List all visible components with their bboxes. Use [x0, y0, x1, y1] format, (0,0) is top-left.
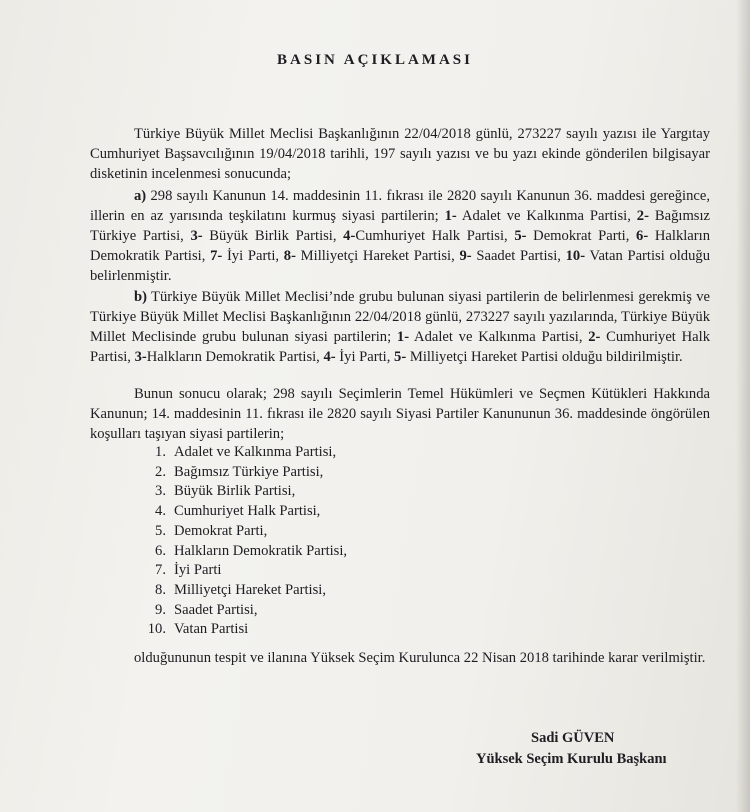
- section-b-item-name: Adalet ve Kalkınma Partisi,: [409, 329, 589, 345]
- section-a-item-num: 10-: [565, 248, 586, 264]
- conclusion-paragraph: Bunun sonucu olarak; 298 sayılı Seçimlerin Temel Hükümleri ve Seçmen Kütükleri Hakkında Kanunun; 14. maddesinin 11. fıkrası ile 2820 sayılı Siyasi Partiler Kanununun 36. maddesinde öngörülen koşulları taşıyan siyasi partilerin;: [90, 386, 710, 442]
- section-b-item-num: 1-: [396, 329, 410, 345]
- list-item-name: Milliyetçi Hareket Partisi,: [174, 581, 326, 598]
- list-item: [136, 443, 347, 463]
- list-item-number: 9.: [155, 601, 166, 618]
- list-item-number: 10.: [147, 621, 166, 638]
- list-item: [136, 522, 347, 542]
- list-item-number: 4.: [155, 503, 166, 520]
- section-a-item-name: Saadet Partisi,: [471, 248, 566, 264]
- list-item: [136, 482, 347, 502]
- signature-role: Yüksek Seçim Kurulu Başkanı: [476, 751, 667, 767]
- section-a-item-num: 1-: [444, 208, 457, 224]
- list-item-number: 6.: [155, 542, 166, 559]
- section-a-item-num: 3-: [190, 228, 203, 244]
- section-a-item-num: 6-: [636, 228, 649, 244]
- section-b-marker: b): [134, 289, 147, 305]
- section-a-item-name: Cumhuriyet Halk Partisi,: [355, 228, 515, 244]
- section-a-item-name: Demokrat Parti,: [526, 228, 637, 244]
- list-item-name: Bağımsız Türkiye Partisi,: [174, 463, 324, 480]
- section-a-item-num: 2-: [636, 208, 649, 224]
- section-a-paragraph: [90, 186, 710, 286]
- section-b-item-num: 4-: [323, 349, 336, 365]
- list-item: [136, 542, 347, 562]
- section-a-item-num: 5-: [514, 228, 527, 244]
- section-b-paragraph: [90, 287, 710, 367]
- section-a-item-name: İyi Parti,: [222, 248, 284, 264]
- section-a-text-1: 298 sayılı Kanunun 14. maddesinin 11. fıkrası ile 2820 sayılı Kanunun 36. maddesi gereğince, illerin en az yarısında teşkilatını kurmuş siyasi partilerin;: [90, 188, 710, 224]
- section-b-item-name: Cumhuriyet Halk Partisi,: [90, 329, 710, 365]
- list-item-name: Büyük Birlik Partisi,: [174, 483, 296, 500]
- list-item-name: Cumhuriyet Halk Partisi,: [174, 503, 321, 520]
- list-item: [136, 502, 347, 522]
- section-a-item-num: 7-: [210, 248, 223, 264]
- list-item-name: Vatan Partisi: [174, 621, 249, 638]
- section-a-marker: a): [134, 188, 147, 204]
- list-item-number: 5.: [155, 522, 166, 539]
- intro-paragraph: Türkiye Büyük Millet Meclisi Başkanlığının 22/04/2018 günlü, 273227 sayılı yazısı ile Yargıtay Cumhuriyet Başsavcılığının 19/04/2018 tarihli, 197 sayılı yazısı ve bu yazı ekinde gönderilen bilgisayar disketinin incelenmesi sonucunda;: [90, 126, 710, 182]
- section-b-text-2: olduğu bildirilmiştir.: [558, 349, 683, 365]
- list-item: [136, 620, 347, 640]
- list-item: [136, 561, 347, 581]
- list-item-number: 8.: [155, 581, 166, 598]
- list-item: [136, 463, 347, 483]
- closing-paragraph: olduğununun tespit ve ilanına Yüksek Seçim Kurulunca 22 Nisan 2018 tarihinde karar verilmiştir.: [134, 650, 706, 666]
- list-item: [136, 601, 347, 621]
- section-a-item-name: Halkların Demokratik Partisi,: [90, 228, 710, 264]
- list-item-name: Adalet ve Kalkınma Partisi,: [174, 444, 337, 460]
- party-list: [136, 443, 347, 640]
- list-item-number: 7.: [155, 562, 166, 579]
- section-b-text-1: Türkiye Büyük Millet Meclisi’nde grubu bulunan siyasi partilerin de belirlenmesi gerekmiş ve Türkiye Büyük Millet Meclisi Başkanlığının 22/04/2018 günlü, 273227 sayılı yazılarında, Türkiye Büyük Millet Meclisinde grubu bulunan siyasi partilerin;: [90, 289, 710, 345]
- section-b-item-name: Milliyetçi Hareket Partisi: [406, 349, 559, 365]
- list-item-number: 1.: [155, 444, 166, 460]
- section-b-item-name: Halkların Demokratik Partisi,: [146, 349, 324, 365]
- list-item-number: 2.: [155, 463, 166, 480]
- section-a-item-name: Adalet ve Kalkınma Partisi,: [456, 208, 637, 224]
- section-a-item-name: Büyük Birlik Partisi,: [202, 228, 344, 244]
- section-a-item-name: Vatan Partisi: [585, 248, 665, 264]
- page-edge-shadow: [736, 0, 750, 812]
- section-b-item-name: İyi Parti,: [335, 349, 395, 365]
- section-b-item-num: 3-: [134, 349, 147, 365]
- section-a-item-name: Milliyetçi Hareket Partisi,: [295, 248, 460, 264]
- section-a-item-num: 8-: [283, 248, 296, 264]
- section-a-item-name: Bağımsız Türkiye Partisi,: [90, 208, 711, 244]
- list-item: [136, 581, 347, 601]
- section-b-item-num: 5-: [394, 349, 407, 365]
- list-item-name: Halkların Demokratik Partisi,: [174, 542, 348, 559]
- signature-name: Sadi GÜVEN: [531, 730, 615, 746]
- list-item-name: Saadet Partisi,: [174, 601, 258, 618]
- section-a-text-2: olduğu belirlenmiştir.: [90, 248, 710, 284]
- section-a-item-num: 9-: [459, 248, 472, 264]
- section-b-item-num: 2-: [588, 329, 601, 345]
- section-a-item-num: 4-: [343, 228, 356, 244]
- document-title: BASIN AÇIKLAMASI: [277, 52, 473, 68]
- list-item-name: Demokrat Parti,: [174, 522, 268, 539]
- list-item-name: İyi Parti: [174, 562, 222, 579]
- list-item-number: 3.: [155, 483, 166, 500]
